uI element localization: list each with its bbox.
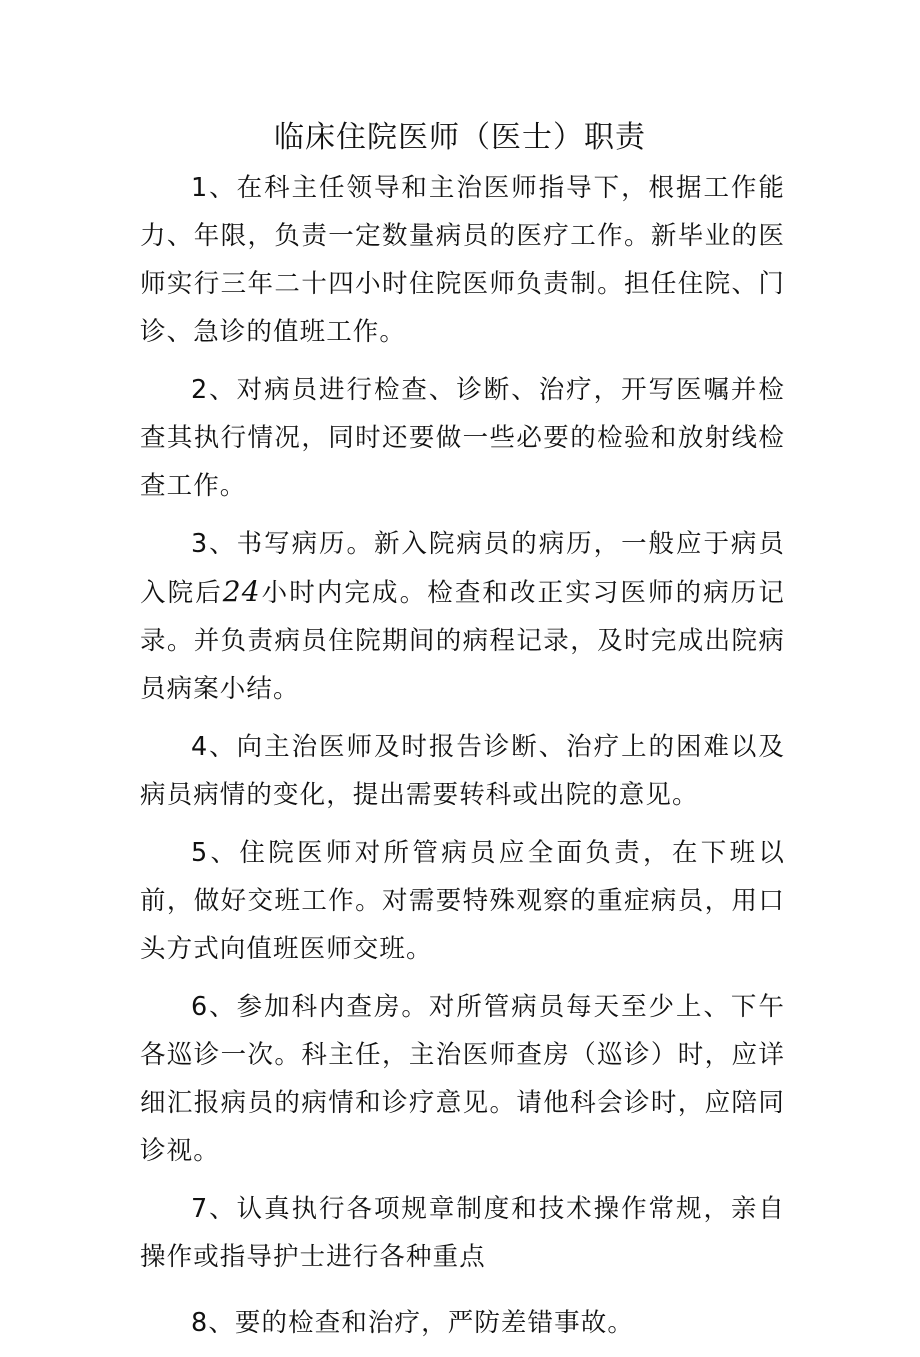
document-title: 临床住院医师（医士）职责 (274, 120, 646, 155)
duty-paragraph-3-part-1: 3、书写病历。新入院病员的病历，一般应于病员入院后 (140, 529, 785, 608)
duty-paragraph-6: 6、参加科内查房。对所管病员每天至少上、下午各巡诊一次。科主任，主治医师查房（巡诊）时，应详细汇报病员的病情和诊疗意见。请他科会诊时，应陪同诊视。 (140, 992, 785, 1166)
duty-paragraph-3 (140, 520, 785, 713)
duty-paragraph-3-part-2: 小时内完成。检查和改正实习医师的病历记录。并负责病员住院期间的病程记录，及时完成出院病员病案小结。 (140, 578, 785, 704)
duty-paragraph-2: 2、对病员进行检查、诊断、治疗，开写医嘱并检查其执行情况，同时还要做一些必要的检验和放射线检查工作。 (140, 375, 785, 501)
duty-paragraph-7: 7、认真执行各项规章制度和技术操作常规，亲自操作或指导护士进行各种重点 (140, 1194, 785, 1272)
document-body (140, 164, 785, 1357)
duty-paragraph-4: 4、向主治医师及时报告诊断、治疗上的困难以及病员病情的变化，提出需要转科或出院的意见。 (140, 732, 785, 810)
duty-paragraph-3-hours: 24 (222, 575, 261, 608)
duty-paragraph-5: 5、住院医师对所管病员应全面负责，在下班以前，做好交班工作。对需要特殊观察的重症病员，用口头方式向值班医师交班。 (140, 838, 785, 964)
duty-paragraph-1: 1、在科主任领导和主治医师指导下，根据工作能力、年限，负责一定数量病员的医疗工作。新毕业的医师实行三年二十四小时住院医师负责制。担任住院、门诊、急诊的值班工作。 (140, 173, 785, 347)
duty-paragraph-8: 8、要的检查和治疗，严防差错事故。 (191, 1308, 634, 1338)
